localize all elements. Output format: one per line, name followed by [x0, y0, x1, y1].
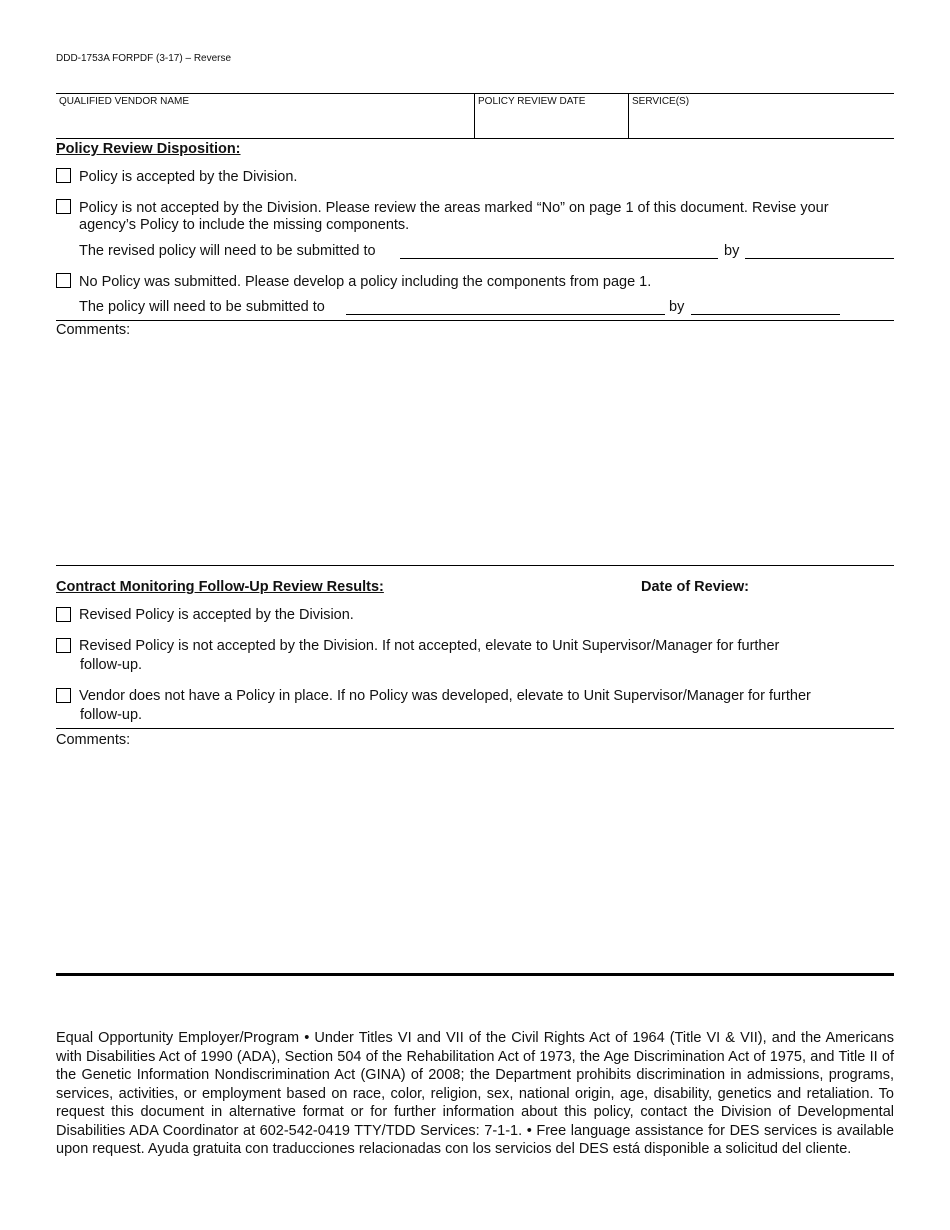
- revised-not-accepted-checkbox[interactable]: [56, 638, 71, 653]
- header-table: [56, 93, 894, 139]
- accepted-checkbox[interactable]: [56, 168, 71, 183]
- no-policy-in-place-line2: follow-up.: [80, 707, 143, 723]
- policy-review-date-field[interactable]: [474, 94, 628, 138]
- revised-submit-label: The revised policy will need to be submitted to: [79, 243, 376, 259]
- form-id: DDD-1753A FORPDF (3-17) – Reverse: [56, 53, 232, 64]
- vendor-name-field[interactable]: [56, 94, 474, 138]
- no-policy-in-place-line1: Vendor does not have a Policy in place. If no Policy was developed, elevate to Unit Supervisor/Manager for further: [79, 688, 811, 704]
- revised-submit-to-field[interactable]: [400, 242, 718, 259]
- disposition-comments-label: Comments:: [56, 322, 131, 338]
- services-field[interactable]: [628, 94, 894, 138]
- policy-by-label: by: [669, 299, 685, 315]
- followup-comments-area[interactable]: [56, 750, 894, 972]
- followup-comments-label: Comments:: [56, 732, 131, 748]
- revised-accepted-checkbox[interactable]: [56, 607, 71, 622]
- no-policy-checkbox[interactable]: [56, 273, 71, 288]
- revised-not-accepted-line1: Revised Policy is not accepted by the Division. If not accepted, elevate to Unit Supervisor/Manager for further: [79, 638, 780, 654]
- divider: [56, 565, 894, 566]
- section-divider: [56, 973, 894, 976]
- accepted-label: Policy is accepted by the Division.: [79, 169, 298, 185]
- services-label: SERVICE(S): [632, 96, 690, 107]
- policy-submit-to-field[interactable]: [346, 298, 665, 315]
- no-policy-in-place-checkbox[interactable]: [56, 688, 71, 703]
- revised-accepted-label: Revised Policy is accepted by the Division.: [79, 607, 354, 623]
- policy-submit-label: The policy will need to be submitted to: [79, 299, 325, 315]
- divider: [56, 320, 894, 321]
- vendor-name-label: QUALIFIED VENDOR NAME: [59, 96, 190, 107]
- eeo-statement: Equal Opportunity Employer/Program • Under Titles VI and VII of the Civil Rights Act of 1964 (Title VI & VII), and the Americans with Disabilities Act of 1990 (ADA), Section 504 of the Rehabilitation Act of 1973, the Age Discrimination Act of 1975, and Title II of the Genetic Information Nondiscrimination Act (GINA) of 2008; the Department prohibits discrimination in admissions, programs, services, activities, or employment based on race, color, religion, sex, national origin, age, disability, genetics and retaliation. To request this document in alternative format or for further information about this policy, contact the Division of Developmental Disabilities ADA Coordinator at 602-542-0419 TTY/TDD Services: 7-1-1. • Free language assistance for DES services is available upon request. Ayuda gratuita con traducciones relacionadas con los servicios del DES está disponible a solicitud del cliente.: [56, 1030, 894, 1157]
- policy-by-date-field[interactable]: [691, 298, 840, 315]
- no-policy-label: No Policy was submitted. Please develop a policy including the components from page 1.: [79, 274, 652, 290]
- disposition-title: Policy Review Disposition:: [56, 141, 241, 157]
- revised-not-accepted-line2: follow-up.: [80, 657, 143, 673]
- not-accepted-checkbox[interactable]: [56, 199, 71, 214]
- not-accepted-label-line2: agency’s Policy to include the missing components.: [79, 217, 410, 233]
- not-accepted-label-line1: Policy is not accepted by the Division. Please review the areas marked “No” on page 1 of this document. Revise your: [79, 200, 829, 216]
- disposition-comments-area[interactable]: [56, 340, 894, 564]
- revised-by-label: by: [724, 243, 740, 259]
- date-of-review-label: Date of Review:: [641, 579, 749, 595]
- revised-by-date-field[interactable]: [745, 242, 894, 259]
- policy-review-date-label: POLICY REVIEW DATE: [478, 96, 586, 107]
- followup-title: Contract Monitoring Follow-Up Review Results:: [56, 579, 384, 595]
- divider: [56, 728, 894, 729]
